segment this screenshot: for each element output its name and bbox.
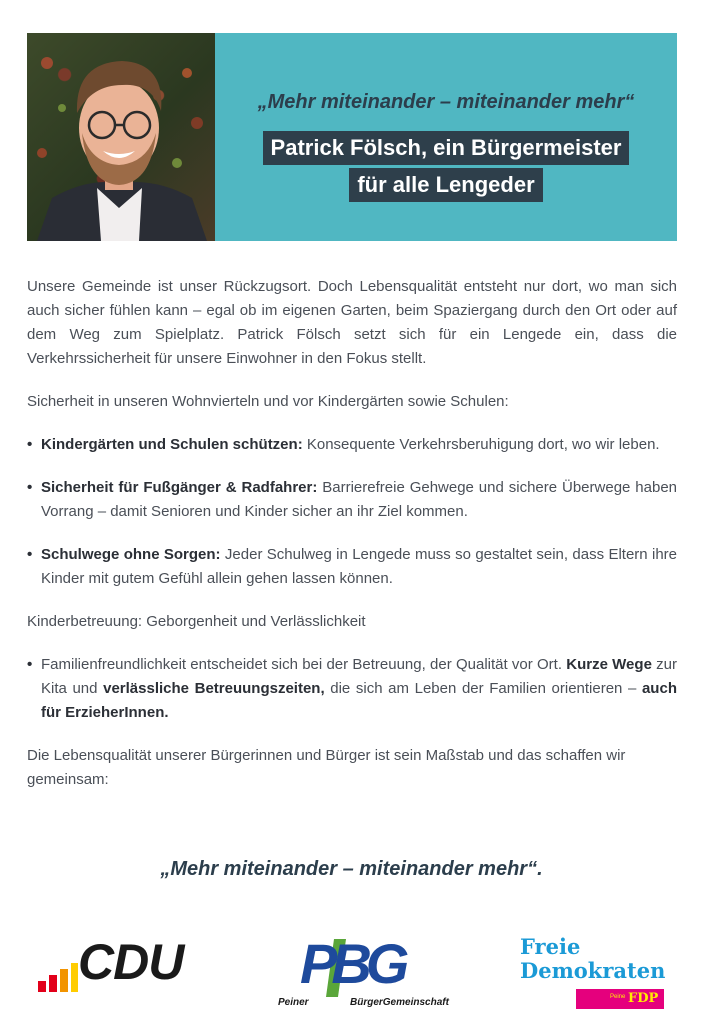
cdu-wordmark: CDU xyxy=(78,934,184,990)
candidate-photo xyxy=(27,33,215,241)
bullet-item-childcare xyxy=(27,653,677,725)
bullet-text: Barrierefreie Gehwege und sichere Überwege haben Vorrang – damit Senioren und Kinder sicher an ihr Ziel kommen. xyxy=(41,479,677,520)
cdu-bars-icon xyxy=(38,947,78,992)
candidate-name-box xyxy=(215,131,677,202)
footer-quote: „Mehr miteinander – miteinander mehr“. xyxy=(160,858,543,880)
candidate-name-line2: für alle Lengeder xyxy=(349,168,542,202)
bullet-text: zur Kita und xyxy=(41,656,678,697)
fdp-logo xyxy=(520,935,670,1015)
header-quote: „Mehr miteinander – miteinander mehr“ xyxy=(257,91,635,113)
fdp-badge xyxy=(576,989,664,1009)
fdp-peine-label: Peine xyxy=(610,994,626,1000)
party-logos xyxy=(0,925,703,1020)
pbg-logo xyxy=(278,932,468,1017)
header-banner xyxy=(27,33,677,241)
bullet-bold-text: Kurze Wege xyxy=(566,656,652,673)
bullet-text: die sich am Leben der Familien orientieren – xyxy=(324,680,642,697)
pbg-peiner-label: Peiner xyxy=(278,997,309,1008)
portrait-illustration xyxy=(27,33,215,241)
section-heading-safety: Sicherheit in unseren Wohnvierteln und vor Kindergärten sowie Schulen: xyxy=(27,393,509,410)
pbg-wordmark: PBG xyxy=(300,932,404,995)
closing-paragraph: Die Lebensqualität unserer Bürgerinnen und Bürger ist sein Maßstab und das schaffen wir gemeinsam: xyxy=(27,747,626,788)
fdp-line2: Demokraten xyxy=(520,958,666,983)
fdp-abbr: FDP xyxy=(628,991,659,1006)
pbg-name-label: BürgerGemeinschaft xyxy=(350,997,449,1008)
bullet-item xyxy=(27,476,677,524)
flyer-body xyxy=(27,275,677,792)
bullet-bold-text: Schulwege ohne Sorgen: xyxy=(41,546,221,563)
bullet-text: Familienfreundlichkeit entscheidet sich bei der Betreuung, der Qualität vor Ort. xyxy=(41,656,567,673)
bullet-bold-text: Sicherheit für Fußgänger & Radfahrer: xyxy=(41,479,318,496)
section-heading-childcare: Kinderbetreuung: Geborgenheit und Verlässlichkeit xyxy=(27,613,366,630)
bullet-text: Konsequente Verkehrsberuhigung dort, wo wir leben. xyxy=(302,436,660,453)
bullet-text: Jeder Schulweg in Lengede muss so gestaltet sein, dass Eltern ihre Kinder mit gutem Gefühl allein gehen lassen können. xyxy=(41,546,677,587)
bullet-bold-text: auch für ErzieherInnen. xyxy=(41,680,677,721)
bullet-item xyxy=(27,433,677,457)
bullet-bold-text: Kindergärten und Schulen schützen: xyxy=(41,436,303,453)
intro-paragraph: Unsere Gemeinde ist unser Rückzugsort. Doch Lebensqualität entsteht nur dort, wo man sich auch sicher fühlen kann – egal ob im eigenen Garten, beim Spaziergang durch den Ort oder auf dem Weg zum Spielplatz. Patrick Fölsch setzt sich für ein Lengede ein, dass die Verkehrssicherheit für unsere Einwohner in den Fokus stellt. xyxy=(27,278,677,367)
fdp-line1: Freie xyxy=(520,934,581,959)
bullet-item xyxy=(27,543,677,591)
bullet-bold-text: verlässliche Betreuungszeiten, xyxy=(103,680,325,697)
candidate-name-line1: Patrick Fölsch, ein Bürgermeister xyxy=(263,131,630,165)
